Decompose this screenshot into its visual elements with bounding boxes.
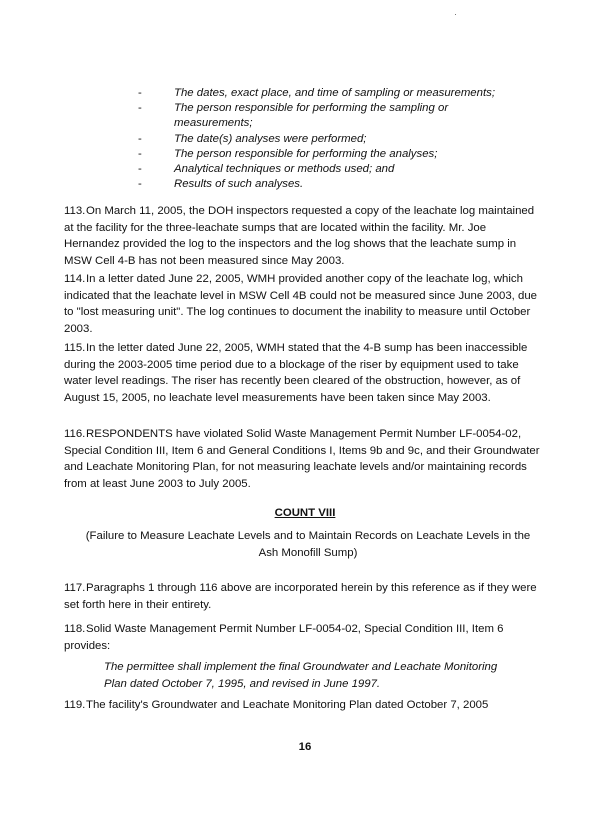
bullet-text: The person responsible for performing the analyses;	[174, 148, 438, 160]
paragraph-text: On March 11, 2005, the DOH inspectors requested a copy of the leachate log maintained at the facility for the three-leachate sumps that are located within the facility. Mr. Joe Hernandez provided the log to the inspectors and the log shows that the leachate sump in MSW Cell 4-B has not been measured since May 2003.	[64, 205, 535, 267]
paragraph-text: In a letter dated June 22, 2005, WMH provided another copy of the leachate log, which indicated that the leachate level in MSW Cell 4B could not be measured since June 2003, due to "lost measuring unit". The log continues to document the inability to measure until October 2003.	[64, 273, 538, 335]
bullet-item	[138, 162, 538, 177]
bullet-text: Analytical techniques or methods used; and	[174, 163, 395, 175]
paragraph-113	[64, 203, 540, 269]
bullet-item	[138, 101, 538, 132]
paragraph-114	[64, 271, 540, 337]
bullet-text: The person responsible for performing the sampling or measurements;	[174, 102, 449, 130]
paragraph-text: The facility's Groundwater and Leachate Monitoring Plan dated October 7, 2005	[86, 699, 489, 711]
paragraph-115	[64, 340, 540, 406]
paragraph-118	[64, 621, 540, 654]
bullet-dash: -	[138, 87, 142, 99]
paragraph-text: RESPONDENTS have violated Solid Waste Management Permit Number LF-0054-02, Special Condition III, Item 6 and General Conditions I, Items 9b and 9c, and their Groundwater and Leachate Monitoring Plan, for not measuring leachate levels and/or maintaining records from at least June 2003 to July 2005.	[64, 428, 540, 490]
bullet-item	[138, 86, 538, 101]
paragraph-number: 119.	[64, 699, 86, 711]
paragraph-number: 116.	[64, 428, 86, 440]
bullet-item	[138, 147, 538, 162]
bullet-dash: -	[138, 148, 142, 160]
paragraph-text: Solid Waste Management Permit Number LF-0054-02, Special Condition III, Item 6 provides:	[64, 623, 504, 652]
paragraph-text: Paragraphs 1 through 116 above are incorporated herein by this reference as if they were set forth here in their entirety.	[64, 582, 537, 611]
paragraph-number: 113.	[64, 205, 86, 217]
count-heading: COUNT VIII	[274, 507, 336, 519]
paragraph-number: 115.	[64, 342, 86, 354]
paragraph-116	[64, 426, 540, 492]
paragraph-number: 117.	[64, 582, 86, 594]
bullet-dash: -	[138, 163, 142, 175]
scan-speck	[455, 14, 456, 15]
requirements-bullet-list	[138, 86, 538, 192]
bullet-dash: -	[138, 102, 142, 114]
paragraph-117	[64, 580, 540, 613]
paragraph-text: In the letter dated June 22, 2005, WMH stated that the 4-B sump has been inaccessible during the 2003-2005 time period due to a blockage of the riser by equipment used to take water level readings. The riser has recently been cleared of the obstruction, however, as of August 15, 2005, no leachate level measurements have been taken since May 2003.	[64, 342, 528, 404]
permit-quote: The permittee shall implement the final Groundwater and Leachate Monitoring Plan dated October 7, 1995, and revised in June 1997.	[104, 661, 498, 690]
paragraph-number: 114.	[64, 273, 86, 285]
bullet-dash: -	[138, 178, 142, 190]
count-subheading: (Failure to Measure Leachate Levels and to Maintain Records on Leachate Levels in the Ash Monofill Sump)	[85, 530, 531, 559]
bullet-item	[138, 132, 538, 147]
bullet-text: The dates, exact place, and time of sampling or measurements;	[174, 87, 495, 99]
bullet-item	[138, 177, 538, 192]
page-number: 16	[298, 741, 312, 753]
bullet-text: Results of such analyses.	[174, 178, 304, 190]
paragraph-119	[64, 697, 540, 714]
paragraph-number: 118.	[64, 623, 86, 635]
bullet-text: The date(s) analyses were performed;	[174, 133, 367, 145]
bullet-dash: -	[138, 133, 142, 145]
